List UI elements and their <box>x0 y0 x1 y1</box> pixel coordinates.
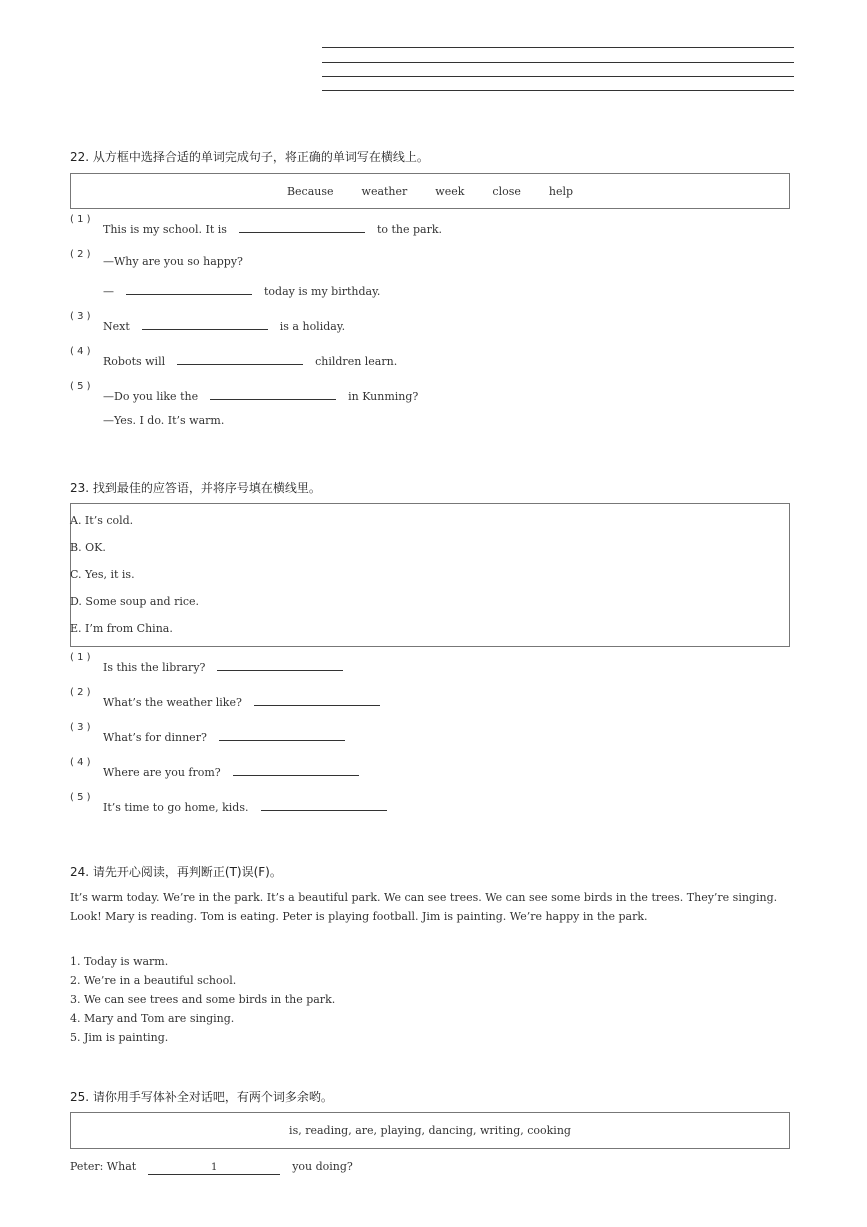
word-bank-item: Because <box>286 184 334 198</box>
q24-statement-5: 5. Jim is painting. <box>70 1031 169 1044</box>
answer-blank[interactable] <box>210 387 336 400</box>
q23-item-5: It’s time to go home, kids. <box>103 798 399 814</box>
q22-item-5-line2: —Yes. I do. It’s warm. <box>103 414 225 427</box>
q23-item-3: What’s for dinner? <box>103 728 357 744</box>
answer-blank-1[interactable]: 1 <box>148 1162 280 1175</box>
q24-statement-2: 2. We’re in a beautiful school. <box>70 974 237 987</box>
answer-blank[interactable] <box>261 798 387 811</box>
q23-item-4-number: ( 4 ) <box>70 757 91 768</box>
q22-item-4: Robots will children learn. <box>103 352 397 368</box>
q22-word-bank <box>70 173 790 209</box>
answer-blank[interactable] <box>217 658 343 671</box>
q22-item-3: Next is a holiday. <box>103 317 345 333</box>
q23-title: 23. 找到最佳的应答语，并将序号填在横线里。 <box>70 481 321 495</box>
q23-option-c: C. Yes, it is. <box>70 568 135 581</box>
q24-passage: It’s warm today. We’re in the park. It’s a beautiful park. We can see trees. We can see some birds in the trees. They’re singing. Look! Mary is reading. Tom is eating. Peter is playing football. Jim is painting. We’re happy in the park. <box>70 891 778 923</box>
word-bank-item: close <box>492 184 521 198</box>
header-line-4 <box>322 90 794 91</box>
q22-item-2-line1: —Why are you so happy? <box>103 255 243 268</box>
q23-item-1-number: ( 1 ) <box>70 652 91 663</box>
q22-item-4-number: ( 4 ) <box>70 346 91 357</box>
answer-blank[interactable] <box>219 728 345 741</box>
q22-title: 22. 从方框中选择合适的单词完成句子，将正确的单词写在横线上。 <box>70 150 429 164</box>
q25-words: is, reading, are, playing, dancing, writing, cooking <box>289 1124 571 1137</box>
q23-item-3-number: ( 3 ) <box>70 722 91 733</box>
header-line-2 <box>322 62 794 63</box>
q25-line-1: Peter: What 1 you doing? <box>70 1160 353 1173</box>
word-bank-item: week <box>435 184 465 198</box>
header-line-1 <box>322 47 794 48</box>
word-bank-item: help <box>548 184 574 198</box>
q25-word-bank <box>70 1112 790 1149</box>
q23-item-5-number: ( 5 ) <box>70 792 91 803</box>
q22-item-1: This is my school. It is to the park. <box>103 220 442 236</box>
answer-blank[interactable] <box>254 693 380 706</box>
q23-options-box <box>70 503 790 647</box>
q22-item-2-number: ( 2 ) <box>70 249 91 260</box>
q22-item-1-number: ( 1 ) <box>70 214 91 225</box>
q23-item-4: Where are you from? <box>103 763 371 779</box>
q24-statement-1: 1. Today is warm. <box>70 955 169 968</box>
q24-statement-4: 4. Mary and Tom are singing. <box>70 1012 235 1025</box>
q23-item-2-number: ( 2 ) <box>70 687 91 698</box>
word-bank-item: weather <box>361 184 408 198</box>
q22-item-5-line1: —Do you like the in Kunming? <box>103 387 418 403</box>
answer-blank[interactable] <box>239 220 365 233</box>
q23-option-e: E. I’m from China. <box>70 622 173 635</box>
header-line-3 <box>322 76 794 77</box>
answer-blank[interactable] <box>233 763 359 776</box>
q23-option-a: A. It’s cold. <box>70 514 134 527</box>
q24-statement-3: 3. We can see trees and some birds in the park. <box>70 993 336 1006</box>
answer-blank[interactable] <box>142 317 268 330</box>
q25-title: 25. 请你用手写体补全对话吧，有两个词多余哟。 <box>70 1090 333 1104</box>
q24-title: 24. 请先开心阅读，再判断正(T)误(F)。 <box>70 865 282 879</box>
q23-option-b: B. OK. <box>70 541 106 554</box>
answer-blank[interactable] <box>126 282 252 295</box>
q22-item-2-line2: — today is my birthday. <box>103 282 380 298</box>
q22-item-3-number: ( 3 ) <box>70 311 91 322</box>
q22-item-5-number: ( 5 ) <box>70 381 91 392</box>
q23-option-d: D. Some soup and rice. <box>70 595 200 608</box>
answer-blank[interactable] <box>177 352 303 365</box>
q23-item-2: What’s the weather like? <box>103 693 392 709</box>
q23-item-1: Is this the library? <box>103 658 355 674</box>
